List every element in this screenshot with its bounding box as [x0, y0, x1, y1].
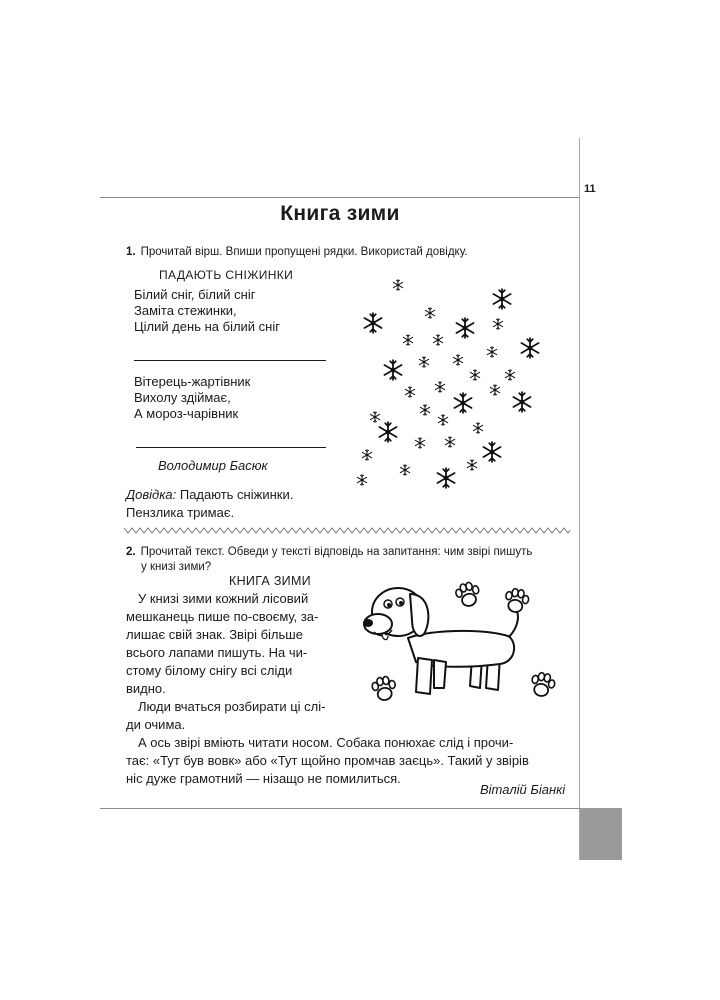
snowflake-icon [493, 289, 510, 309]
snowflake-icon [400, 465, 409, 476]
snowflakes-illustration [350, 280, 550, 500]
margin-rule [579, 138, 580, 860]
snowflake-icon [467, 460, 476, 471]
snowflake-icon [420, 405, 429, 416]
snowflake-icon [505, 370, 514, 381]
story-paragraph-1 [126, 590, 352, 698]
poem-title: ПАДАЮТЬ СНІЖИНКИ [159, 268, 294, 282]
snowflake-icon [490, 385, 499, 396]
snowflake-icon [521, 338, 538, 358]
story-line: тає: «Тут був вовк» або «Тут щойно промчав заєць». Такий у звірів [126, 753, 529, 768]
snowflake-icon [357, 475, 366, 486]
paw-icon [529, 671, 556, 698]
snowflake-icon [456, 318, 473, 338]
snowflake-icon [454, 393, 471, 413]
snowflake-icon [453, 355, 462, 366]
paw-icon [454, 580, 482, 608]
hint-text: Падають сніжинки. [179, 487, 294, 502]
snowflake-icon [415, 438, 424, 449]
story-line: видно. [126, 681, 166, 696]
story-line: лишає свій знак. Звірі більше [126, 627, 303, 642]
snowflake-icon [403, 335, 412, 346]
snowflake-icon [483, 442, 500, 462]
paw-prints [450, 578, 570, 708]
answer-line-2[interactable] [136, 447, 326, 448]
snowflake-icon [470, 370, 479, 381]
snowflake-icon [435, 382, 444, 393]
snowflake-icon [487, 347, 496, 358]
task2-instruction [126, 545, 572, 575]
footer-rule [100, 808, 580, 809]
task2-instruction-line2: у книзі зими? [141, 561, 212, 573]
zigzag-divider [124, 524, 570, 536]
story-author: Віталій Біанкі [480, 782, 566, 797]
story-paragraph-2 [126, 698, 352, 734]
story-line: У книзі зими кожний лісовий [138, 591, 309, 606]
story-line: всього лапами пишуть. На чи- [126, 645, 308, 660]
snowflake-icon [419, 357, 428, 368]
snowflake-icon [379, 422, 396, 442]
page-title: Книга зими [280, 202, 400, 225]
snowflake-icon [362, 450, 371, 461]
story-line: стому білому снігу всі сліди [126, 663, 293, 678]
snowflake-icon [437, 468, 454, 488]
answer-line-1[interactable] [134, 360, 326, 361]
story-line: ніс дуже грамотний — нізащо не помилиться. [126, 771, 401, 786]
snowflake-icon [445, 437, 454, 448]
task2-instruction-line1: Прочитай текст. Обведи у тексті відповідь на запитання: чим звірі пишуть [140, 546, 533, 558]
poem-line: Білий сніг, білий сніг [134, 287, 256, 302]
task1-instruction-text: Прочитай вірш. Впиши пропущені рядки. Використай довідку. [140, 246, 468, 258]
snowflake-icon [433, 335, 442, 346]
story-line: ди очима. [126, 717, 186, 732]
header-rule [100, 197, 580, 198]
story-line: Люди вчаться розбирати ці слі- [138, 699, 326, 714]
task1-number: 1. [126, 246, 136, 258]
snowflake-icon [384, 360, 401, 380]
snowflake-icon [473, 423, 482, 434]
poem-stanza-1 [134, 287, 280, 335]
page-number: 11 [584, 183, 596, 195]
snowflake-icon [493, 319, 502, 330]
poem-line: Заміта стежинки, [134, 303, 237, 318]
task2-number: 2. [126, 546, 136, 558]
snowflake-icon [393, 280, 402, 291]
story-paragraph-3 [126, 734, 572, 788]
snowflake-icon [405, 387, 414, 398]
poem-line: Цілий день на білий сніг [134, 319, 280, 334]
task1-instruction [126, 246, 468, 258]
poem-line: Вітерець-жартівник [134, 374, 251, 389]
paw-icon [503, 587, 530, 614]
hint [126, 486, 293, 522]
hint-label: Довідка: [126, 487, 177, 502]
poem-stanza-2 [134, 374, 250, 422]
story-title: КНИГА ЗИМИ [229, 574, 311, 588]
snowflake-icon [364, 313, 381, 333]
poem-line: А мороз-чарівник [134, 406, 239, 421]
poem-line: Вихолу здіймає, [134, 390, 231, 405]
story-line: мешканець пише по-своєму, за- [126, 609, 319, 624]
poem-author: Володимир Басюк [158, 458, 268, 473]
snowflake-icon [370, 412, 379, 423]
snowflake-icon [438, 415, 447, 426]
snowflake-icon [513, 392, 530, 412]
hint-text-2: Пензлика тримає. [126, 505, 235, 520]
snowflake-icon [425, 308, 434, 319]
side-color-block [580, 808, 622, 860]
story-line: А ось звірі вміють читати носом. Собака понюхає слід і прочи- [138, 735, 514, 750]
